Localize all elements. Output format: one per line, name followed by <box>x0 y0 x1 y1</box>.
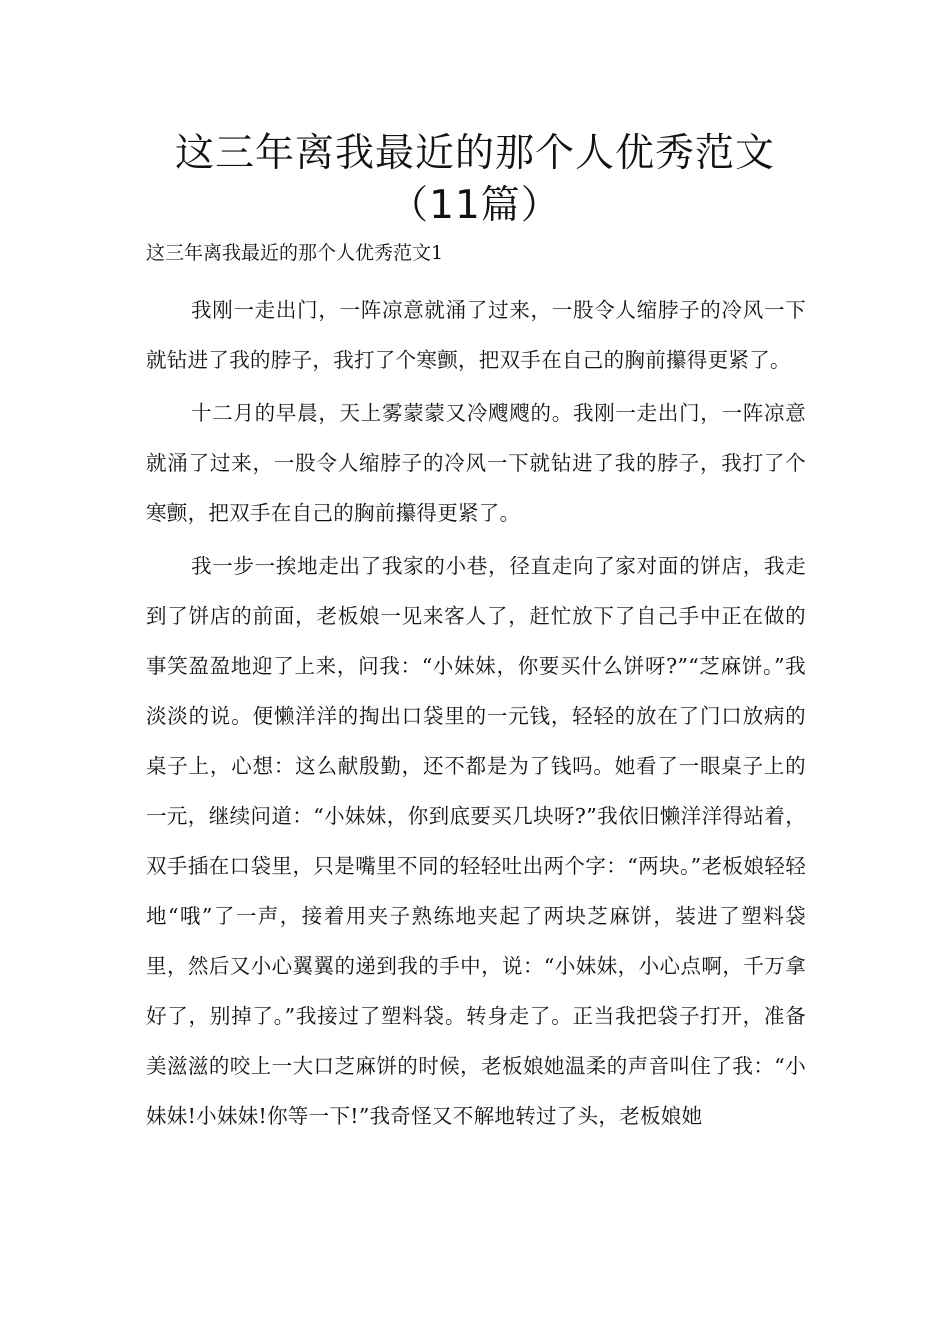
paragraph-2: 十二月的早晨，天上雾蒙蒙又冷飕飕的。我刚一走出门，一阵凉意就涌了过来，一股令人缩脖子的冷风一下就钻进了我的脖子，我打了个寒颤，把双手在自己的胸前攥得更紧了。 <box>146 401 806 525</box>
paragraph-1: 我刚一走出门，一阵凉意就涌了过来，一股令人缩脖子的冷风一下就钻进了我的脖子，我打了个寒颤，把双手在自己的胸前攥得更紧了。 <box>146 298 806 372</box>
paragraph-3: 我一步一挨地走出了我家的小巷，径直走向了家对面的饼店，我走到了饼店的前面，老板娘一见来客人了，赶忙放下了自己手中正在做的事笑盈盈地迎了上来，问我：“小妹妹，你要买什么饼呀?”“芝麻饼。”我淡淡的说。便懒洋洋的掏出口袋里的一元钱，轻轻的放在了门口放病的桌子上，心想：这么献殷勤，还不都是为了钱吗。她看了一眼桌子上的一元，继续问道：“小妹妹，你到底要买几块呀?”我依旧懒洋洋得站着，双手插在口袋里，只是嘴里不同的轻轻吐出两个字：“两块。”老板娘轻轻地“哦”了一声，接着用夹子熟练地夹起了两块芝麻饼，装进了塑料袋里，然后又小心翼翼的递到我的手中，说：“小妹妹，小心点啊，千万拿好了，别掉了。”我接过了塑料袋。转身走了。正当我把袋子打开，准备美滋滋的咬上一大口芝麻饼的时候，老板娘她温柔的声音叫住了我：“小妹妹!小妹妹!你等一下!”我奇怪又不解地转过了头，老板娘她 <box>146 554 806 1128</box>
document-title: 这三年离我最近的那个人优秀范文（11篇） <box>174 131 775 228</box>
body-text <box>146 285 806 1144</box>
section-heading: 这三年离我最近的那个人优秀范文1 <box>146 242 444 264</box>
